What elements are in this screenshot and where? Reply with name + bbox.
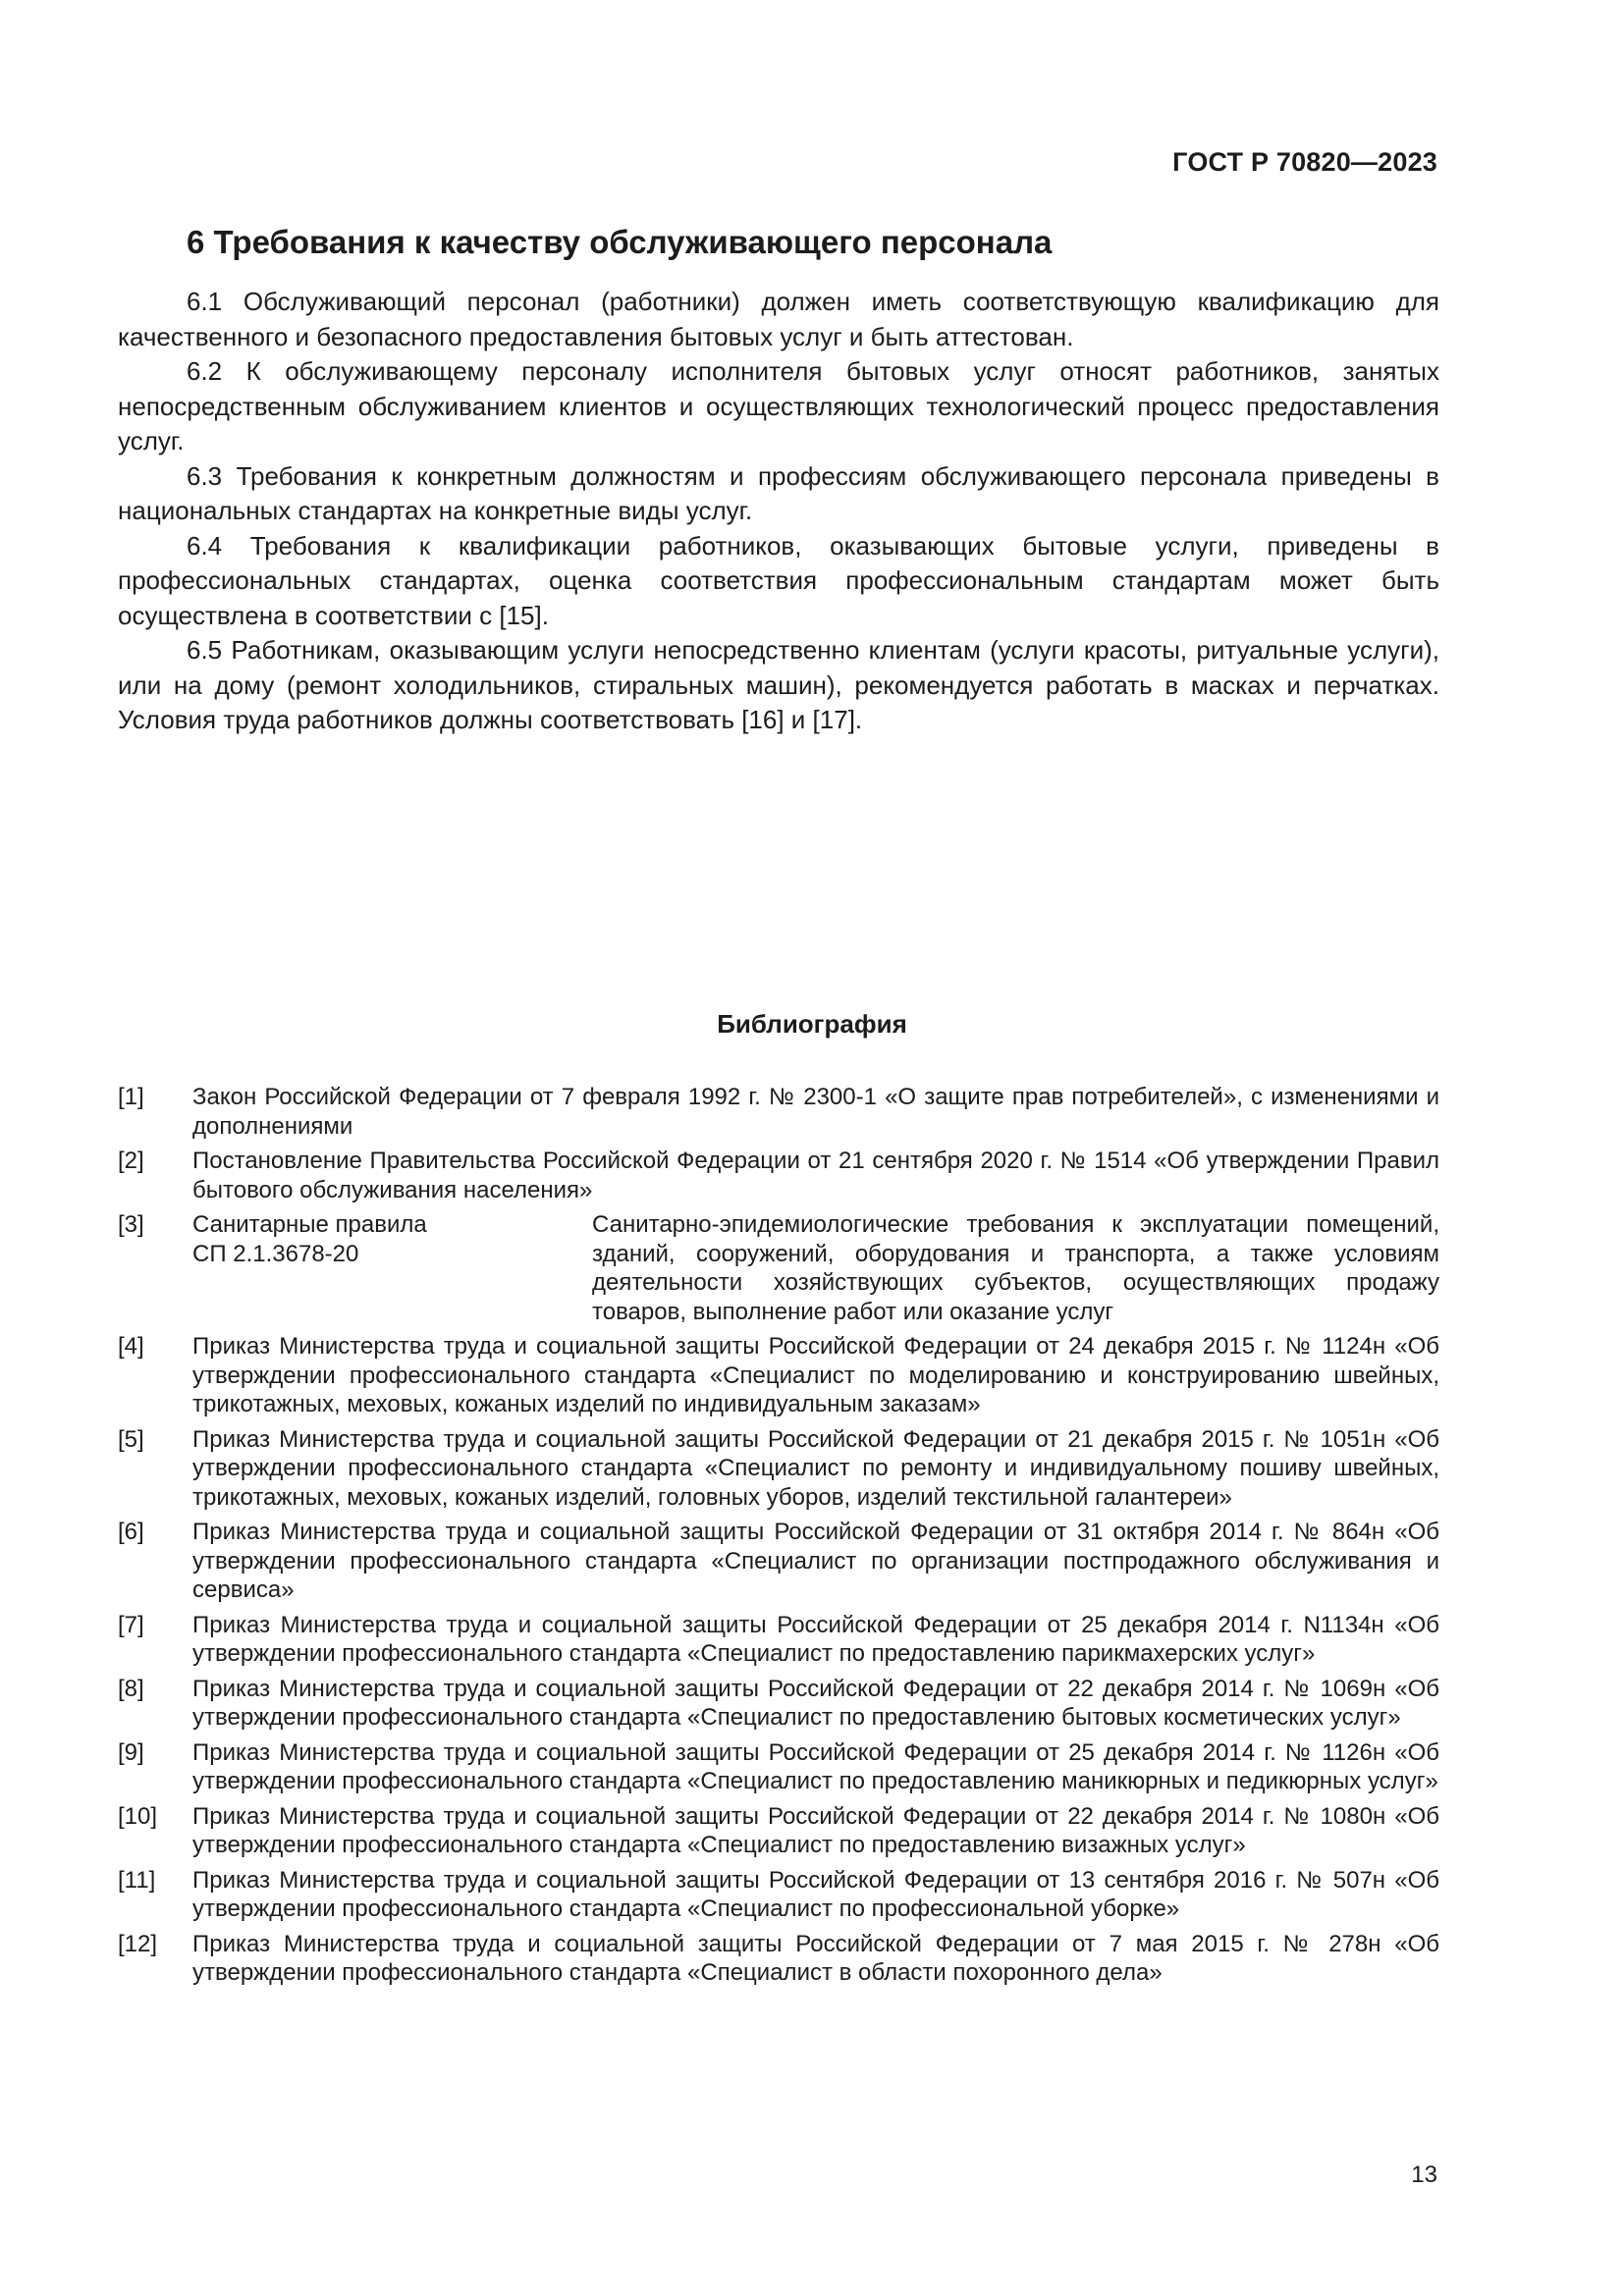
- bibliography-entry: [118, 1866, 1439, 1924]
- bibliography-entry: [118, 1930, 1439, 1988]
- entry-text: Приказ Министерства труда и социальной защиты Российской Федерации от 21 декабря 2015 г. № 1051н «Об утверждении профессионального стандарта «Специалист по ремонту и индивидуальному пошиву швейных, трикотажных, меховых, кожаных изделий, головных уборов, изделий текстильной галантереи»: [192, 1425, 1439, 1511]
- bibliography-entry: [118, 1332, 1439, 1419]
- bibliography-entry: [118, 1083, 1439, 1141]
- entry-text: Приказ Министерства труда и социальной защиты Российской Федерации от 24 декабря 2015 г. № 1124н «Об утверждении профессионального стандарта «Специалист по моделированию и конструированию швейных, трикотажных, меховых, кожаных изделий по индивидуальным заказам»: [192, 1333, 1439, 1417]
- paragraph-6-4: 6.4 Требования к квалификации работников, оказывающих бытовые услуги, приведены в профессиональных стандартах, оценка соответствия профессиональным стандартам может быть осуществлена в соответствии с [15].: [118, 530, 1439, 630]
- bibliography-entry: [118, 1675, 1439, 1733]
- entry-number: [4]: [118, 1333, 144, 1360]
- bibliography-entry: [118, 1738, 1439, 1796]
- entry-text: Приказ Министерства труда и социальной защиты Российской Федерации от 31 октября 2014 г. № 864н «Об утверждении профессионального стандарта «Специалист по организации постпродажного обслуживания и сервиса»: [192, 1519, 1439, 1603]
- paragraph-6-5: 6.5 Работникам, оказывающим услуги непосредственно клиентам (услуги красоты, ритуальные услуги), или на дому (ремонт холодильников, стиральных машин), рекомендуется работать в масках и перчатках. Условия труда работников должны соответствовать [16] и [17].: [118, 635, 1439, 734]
- entry-text: Приказ Министерства труда и социальной защиты Российской Федерации от 25 декабря 2014 г. № 1126н «Об утверждении профессионального стандарта «Специалист по предоставлению маникюрных и педикюрных услуг»: [192, 1738, 1439, 1794]
- section-body: [118, 285, 1439, 738]
- paragraph-6-1: 6.1 Обслуживающий персонал (работники) должен иметь соответствующую квалификацию для качественного и безопасного предоставления бытовых услуг и быть аттестован.: [118, 287, 1439, 351]
- entry-document-name: Санитарные правила СП 2.1.3678-20: [192, 1211, 427, 1267]
- entry-text: Закон Российской Федерации от 7 февраля 1992 г. № 2300-1 «О защите прав потребителей», с изменениями и дополнениями: [192, 1084, 1439, 1140]
- entry-number: [5]: [118, 1425, 144, 1453]
- bibliography-entry: [118, 1611, 1439, 1669]
- entry-number: [8]: [118, 1675, 144, 1702]
- bibliography-entry: [118, 1802, 1439, 1860]
- entry-text: Постановление Правительства Российской Федерации от 21 сентября 2020 г. № 1514 «Об утверждении Правил бытового обслуживания населения»: [192, 1148, 1439, 1203]
- entry-number: [9]: [118, 1738, 144, 1766]
- paragraph-6-3: 6.3 Требования к конкретным должностям и профессиям обслуживающего персонала приведены в национальных стандартах на конкретные виды услуг.: [118, 460, 1439, 525]
- entry-number: [11]: [118, 1866, 156, 1894]
- bibliography-entry: [118, 1518, 1439, 1605]
- bibliography-list: [118, 1083, 1439, 1994]
- entry-number: [10]: [118, 1802, 158, 1830]
- entry-number: [2]: [118, 1148, 144, 1174]
- entry-number: [3]: [118, 1211, 144, 1238]
- entry-text: Санитарно-эпидемиологические требования к эксплуатации помещений, зданий, сооружений, оборудования и транспорта, а также условиям деятельности хозяйствующих субъектов, осуществляющих продажу товаров, выполнение работ или оказание услуг: [592, 1211, 1439, 1325]
- entry-text: Приказ Министерства труда и социальной защиты Российской Федерации от 13 сентября 2016 г. № 507н «Об утверждении профессионального стандарта «Специалист по профессиональной уборке»: [192, 1866, 1439, 1922]
- entry-text: Приказ Министерства труда и социальной защиты Российской Федерации от 22 декабря 2014 г. № 1080н «Об утверждении профессионального стандарта «Специалист по предоставлению визажных услуг»: [192, 1802, 1439, 1858]
- bibliography-entry: [118, 1147, 1439, 1204]
- document-code: ГОСТ Р 70820—2023: [1172, 147, 1437, 177]
- entry-text: Приказ Министерства труда и социальной защиты Российской Федерации от 7 мая 2015 г. № 278н «Об утверждении профессионального стандарта «Специалист в области похоронного дела»: [192, 1930, 1439, 1986]
- entry-number: [7]: [118, 1611, 144, 1638]
- section-title: 6 Требования к качеству обслуживающего персонала: [187, 224, 1053, 260]
- entry-number: [1]: [118, 1084, 144, 1110]
- paragraph-6-2: 6.2 К обслуживающему персоналу исполнителя бытовых услуг относят работников, занятых непосредственным обслуживанием клиентов и осуществляющих технологический процесс предоставления услуг.: [118, 356, 1439, 455]
- entry-text: Приказ Министерства труда и социальной защиты Российской Федерации от 25 декабря 2014 г. N1134н «Об утверждении профессионального стандарта «Специалист по предоставлению парикмахерских услуг»: [192, 1611, 1439, 1667]
- entry-text: Приказ Министерства труда и социальной защиты Российской Федерации от 22 декабря 2014 г. № 1069н «Об утверждении профессионального стандарта «Специалист по предоставлению бытовых косметических услуг»: [192, 1675, 1439, 1731]
- entry-split: [192, 1210, 1439, 1326]
- bibliography-entry: [118, 1210, 1439, 1326]
- entry-number: [12]: [118, 1930, 158, 1957]
- bibliography-title: Библиография: [717, 1009, 907, 1039]
- bibliography-entry: [118, 1425, 1439, 1513]
- entry-number: [6]: [118, 1519, 144, 1545]
- page-number: 13: [1411, 2162, 1437, 2188]
